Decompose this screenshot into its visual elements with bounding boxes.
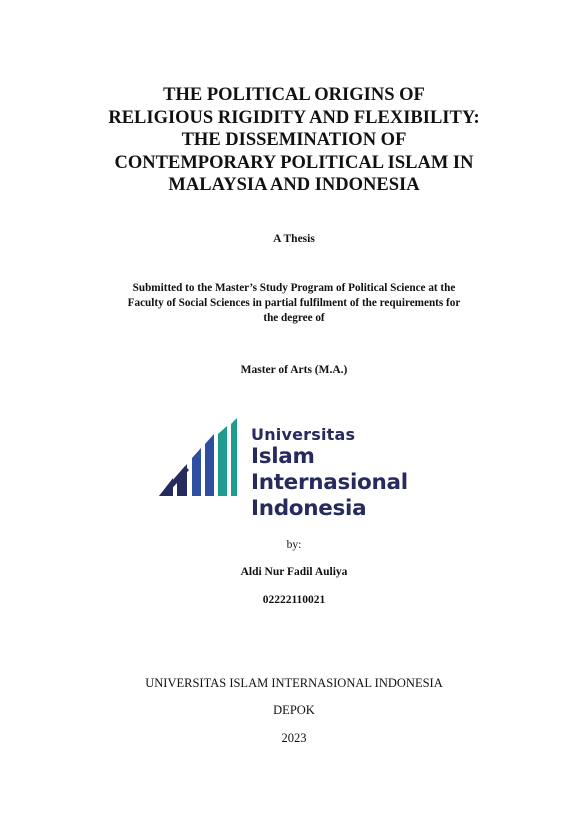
- submission-line: the degree of: [263, 312, 325, 324]
- institution-name: UNIVERSITAS ISLAM INTERNASIONAL INDONESIA: [145, 676, 443, 690]
- author-name: Aldi Nur Fadil Auliya: [240, 566, 348, 578]
- logo-wordmark: [251, 426, 459, 522]
- thesis-title: [40, 84, 548, 197]
- logo-mark-icon: [159, 418, 243, 500]
- city: DEPOK: [273, 703, 315, 717]
- student-id: 02222110021: [262, 594, 326, 606]
- submission-statement: [90, 281, 498, 326]
- logo-word-islam-internasional: Islam Internasional: [251, 444, 408, 495]
- degree-name: Master of Arts (M.A.): [240, 364, 348, 376]
- logo-word-universitas: Universitas: [251, 425, 356, 444]
- year: 2023: [281, 731, 307, 745]
- document-type: A Thesis: [273, 233, 315, 245]
- university-logo: [159, 418, 459, 521]
- title-line: THE POLITICAL ORIGINS OF: [163, 85, 425, 105]
- logo-word-indonesia: Indonesia: [251, 496, 367, 521]
- title-line: THE DISSEMINATION OF: [181, 130, 407, 150]
- title-line: CONTEMPORARY POLITICAL ISLAM IN: [114, 152, 474, 173]
- by-label: by:: [286, 539, 302, 551]
- title-line: RELIGIOUS RIGIDITY AND FLEXIBILITY:: [108, 107, 480, 128]
- submission-line: Submitted to the Master’s Study Program of Political Science at the: [132, 282, 456, 294]
- title-line: MALAYSIA AND INDONESIA: [168, 175, 420, 195]
- submission-line: Faculty of Social Sciences in partial fulfilment of the requirements for: [127, 297, 461, 309]
